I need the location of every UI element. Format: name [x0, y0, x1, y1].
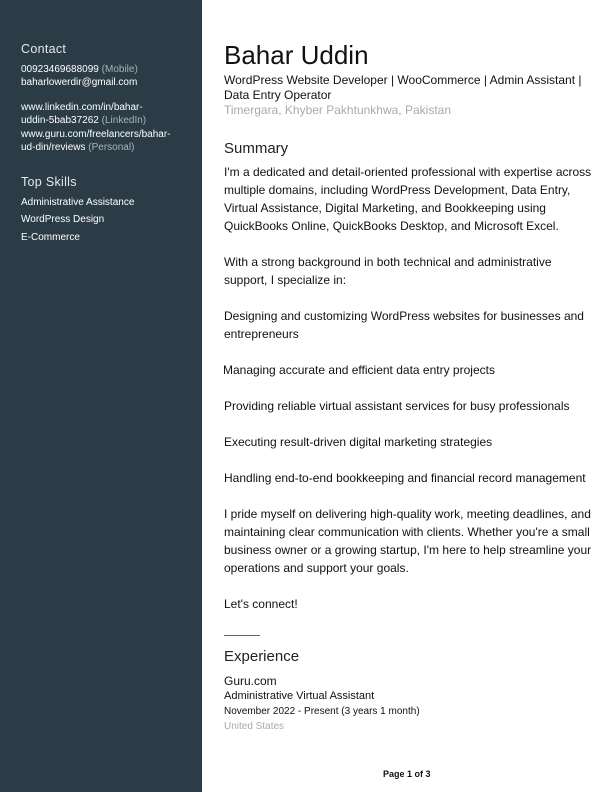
- main-content: [224, 40, 594, 734]
- job-title: Administrative Virtual Assistant: [224, 690, 375, 702]
- guru-url-1[interactable]: www.guru.com/freelancers/bahar-: [21, 129, 171, 140]
- job-dates: November 2022 - Present (3 years 1 month): [224, 706, 420, 717]
- summary-heading: Summary: [224, 140, 289, 157]
- summary: [224, 163, 594, 613]
- sidebar: [0, 0, 202, 792]
- phone-number: 00923469688099: [21, 64, 99, 75]
- skill-item: WordPress Design: [21, 214, 105, 225]
- company: Guru.com: [224, 674, 277, 688]
- linkedin-label: (LinkedIn): [101, 115, 147, 126]
- skill-item: Administrative Assistance: [21, 197, 135, 208]
- profile-name: Bahar Uddin: [224, 40, 369, 70]
- experience-heading: Experience: [224, 648, 300, 665]
- summary-paragraph: Executing result-driven digital marketing strategies: [224, 435, 493, 449]
- summary-paragraph: Providing reliable virtual assistant services for busy professionals: [224, 399, 570, 413]
- job-location: United States: [224, 721, 285, 732]
- summary-paragraph: I pride myself on delivering high-quality work, meeting deadlines, and maintaining clear communication with clients. Whether you're a small business owner or a growing startup, I'm here to help streamline your operations and support your goals.: [224, 507, 592, 575]
- phone-label: (Mobile): [101, 64, 138, 75]
- skill-item: E-Commerce: [21, 232, 80, 243]
- summary-paragraph: Handling end-to-end bookkeeping and financial record management: [224, 471, 586, 485]
- summary-paragraph: With a strong background in both technical and administrative support, I specialize in:: [224, 255, 552, 287]
- guru-label: (Personal): [88, 142, 135, 153]
- linkedin-url-2[interactable]: uddin-5bab37262: [21, 115, 99, 126]
- guru-link[interactable]: [21, 128, 171, 154]
- linkedin-url-1[interactable]: www.linkedin.com/in/bahar-: [21, 102, 143, 113]
- phone: [21, 63, 138, 76]
- summary-paragraph: Managing accurate and efficient data entry projects: [223, 363, 495, 377]
- headline: WordPress Website Developer | WooCommerce | Admin Assistant | Data Entry Operator: [224, 73, 582, 102]
- linkedin-link[interactable]: [21, 101, 146, 127]
- guru-url-2[interactable]: ud-din/reviews: [21, 142, 86, 153]
- page-number: Page 1 of 3: [383, 769, 431, 779]
- email-link[interactable]: baharlowerdir@gmail.com: [21, 77, 138, 88]
- summary-paragraph: I'm a dedicated and detail-oriented professional with expertise across multiple domains, including WordPress Development, Data Entry, Virtual Assistance, Digital Marketing, and Bookkeeping using QuickBooks Online, QuickBooks Desktop, and Microsoft Excel.: [224, 165, 592, 233]
- summary-paragraph: Designing and customizing WordPress websites for businesses and entrepreneurs: [224, 309, 584, 341]
- skills-heading: Top Skills: [21, 175, 77, 189]
- contact-heading: Contact: [21, 42, 67, 56]
- summary-paragraph: Let's connect!: [224, 597, 298, 611]
- section-divider: [224, 635, 260, 636]
- location: Timergara, Khyber Pakhtunkhwa, Pakistan: [224, 103, 451, 117]
